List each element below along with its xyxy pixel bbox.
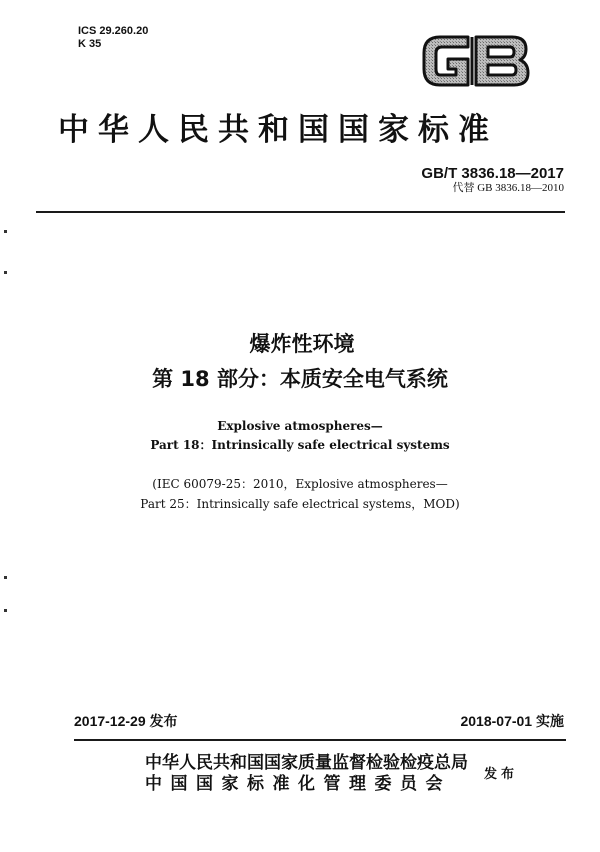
scan-mark [4,609,7,612]
footer-divider [74,739,566,741]
issuer-aqsiq: 中华人民共和国国家质量监督检验检疫总局 [145,753,468,773]
chinese-title-line2: 第 18 部分：本质安全电气系统 [152,367,448,391]
standard-code-block [421,165,564,195]
ics-code: ICS 29.260.20 [78,25,149,37]
standard-number: GB/T 3836.18—2017 [421,165,564,182]
implementation-date: 2018-07-01 实施 [460,713,564,729]
chinese-title-line1: 爆炸性环境 [249,332,355,356]
scan-mark [4,271,7,274]
issue-label: 发布 [484,767,519,782]
classification-codes [78,25,148,51]
scan-mark [4,576,7,579]
gb-logo-icon [420,33,532,89]
replaces-standard: 代替 GB 3836.18—2010 [452,182,564,194]
english-title-line1: Explosive atmospheres— [217,419,383,433]
publish-date: 2017-12-29 发布 [74,713,178,729]
iec-reference-line1: (IEC 60079-25：2010，Explosive atmospheres— [152,477,448,491]
ccs-code: K 35 [78,38,102,50]
english-title-line2: Part 18：Intrinsically safe electrical systems [150,438,450,452]
iec-reference-line2: Part 25：Intrinsically safe electrical systems，MOD) [140,497,460,511]
issuer-sac: 中国国家标准化管理委员会 [145,774,451,794]
national-standard-title: 中华人民共和国国家标准 [58,112,498,148]
scan-mark [4,230,7,233]
header-divider [36,211,565,213]
